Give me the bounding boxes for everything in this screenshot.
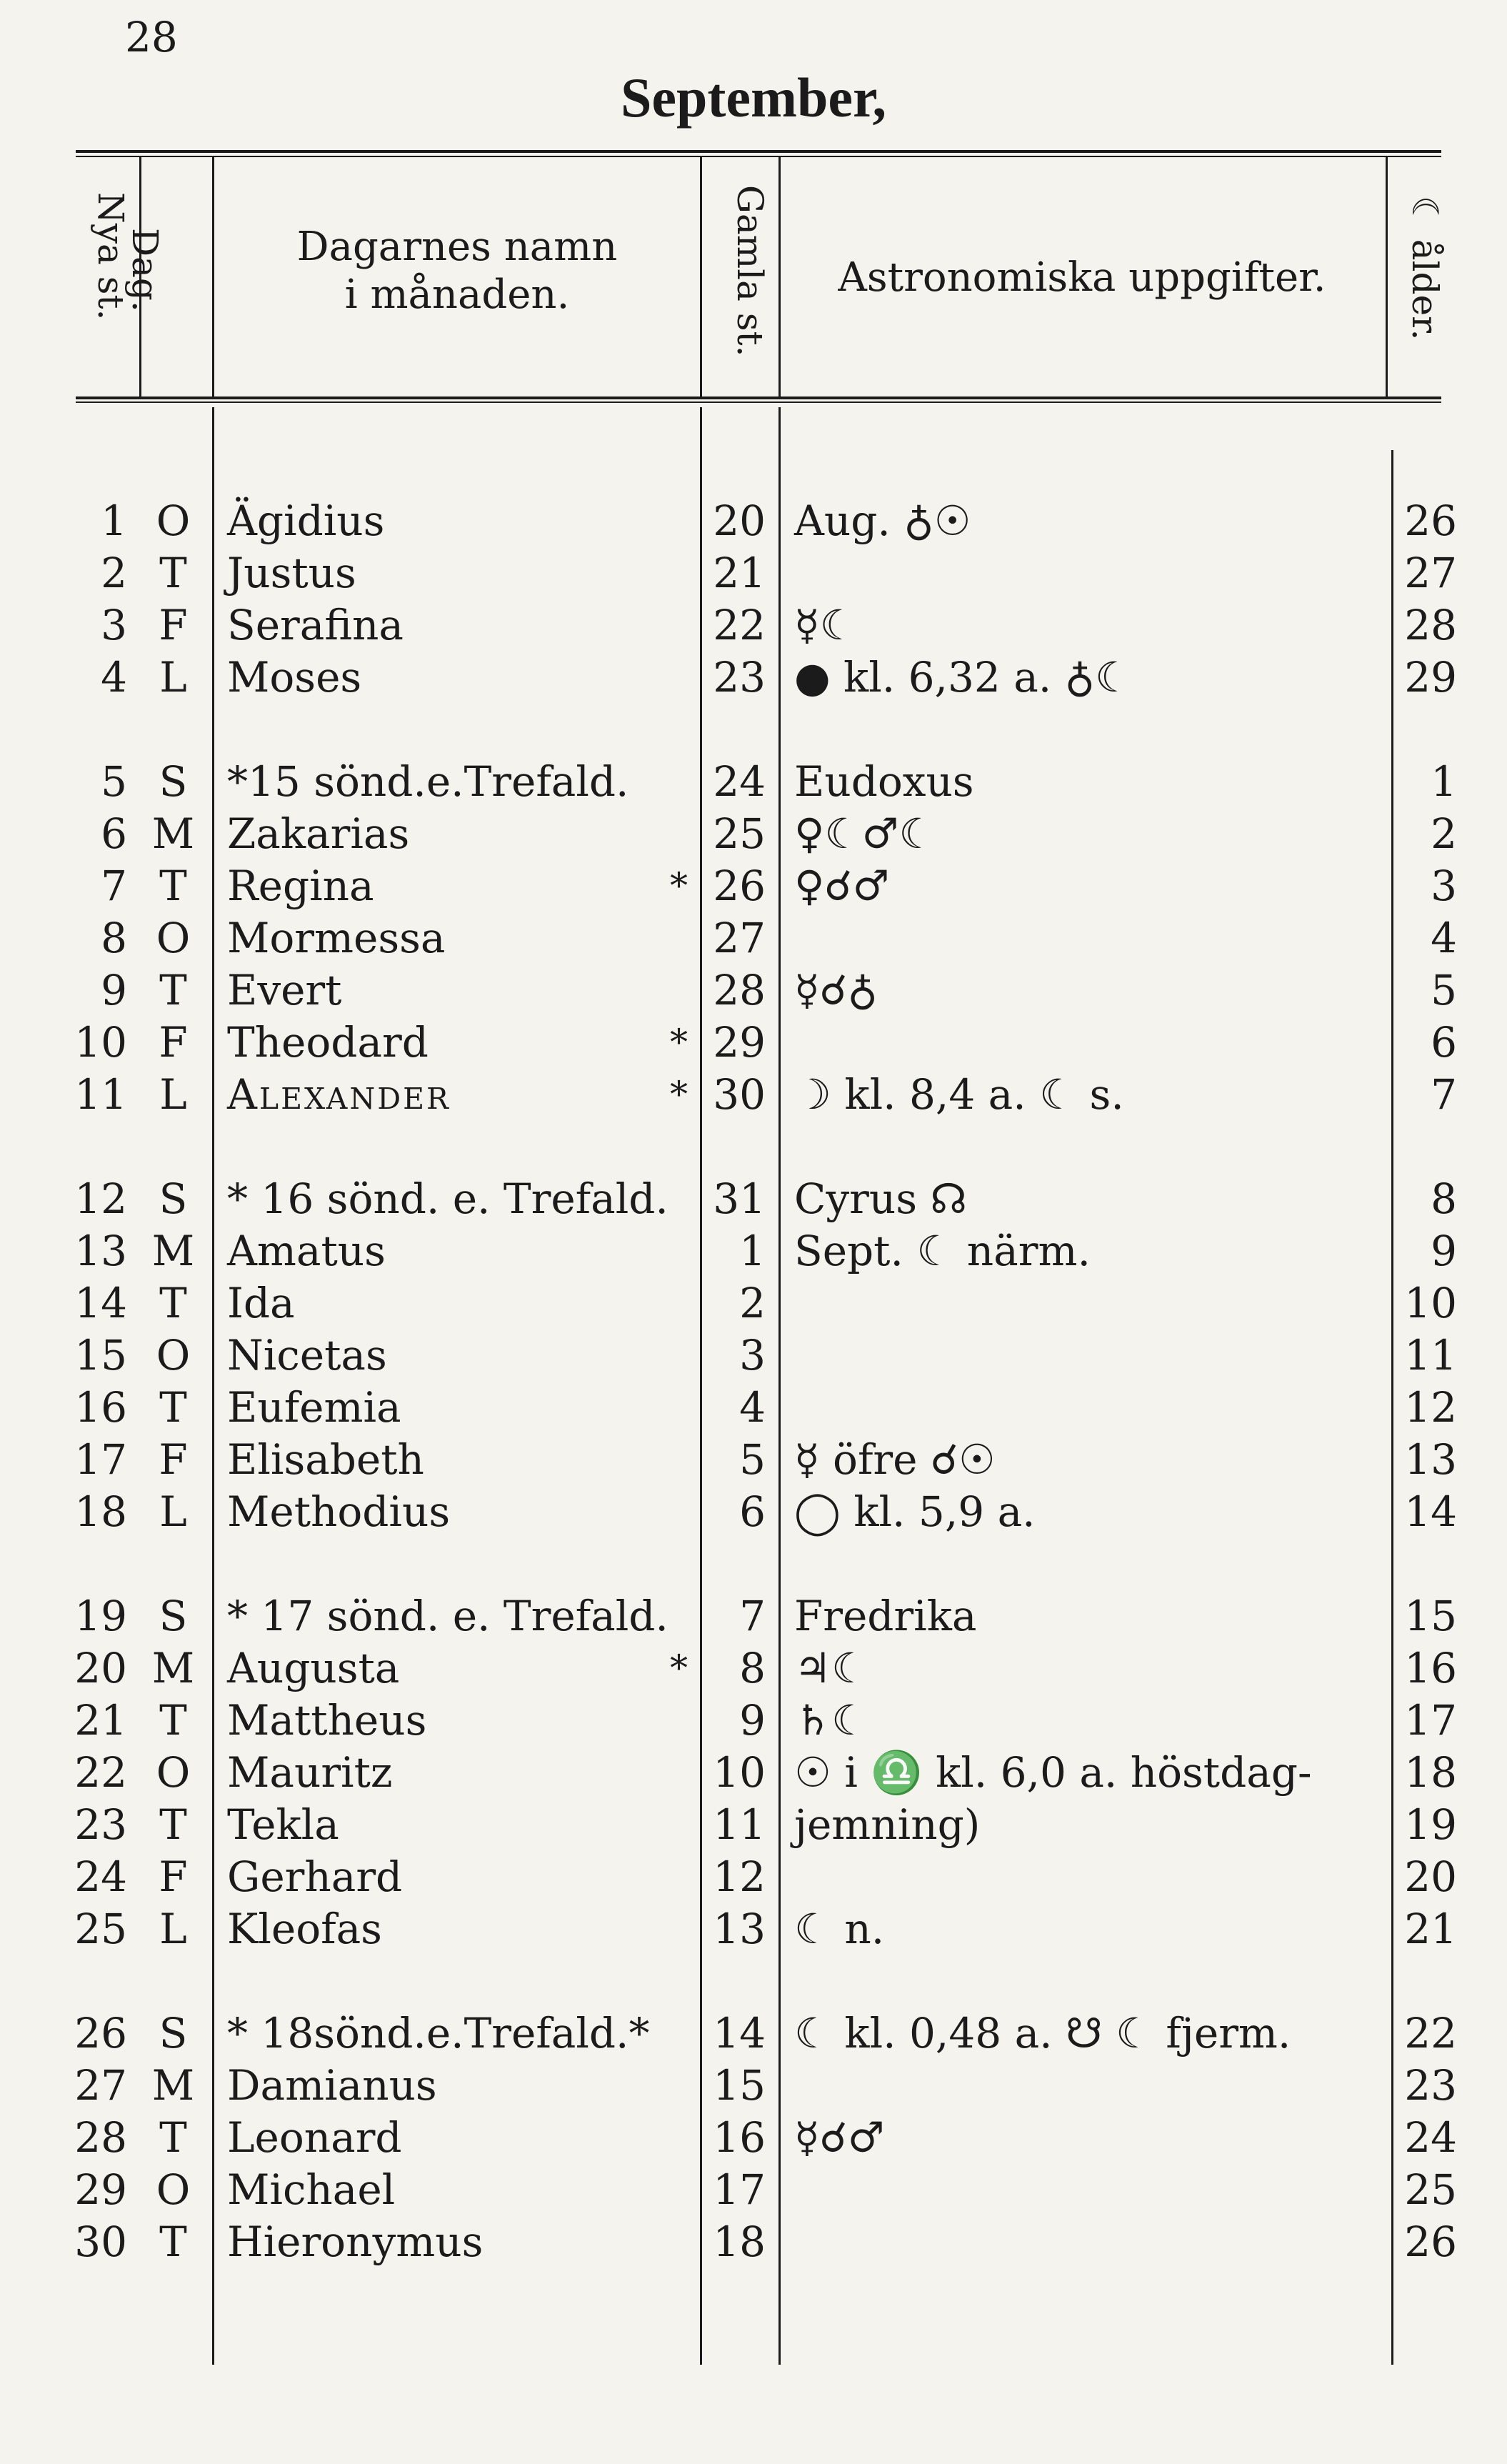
dag-cell: T	[159, 1696, 187, 1745]
day-name-cell: *15 sönd.e.Trefald.	[227, 757, 629, 806]
body-sep-2	[700, 407, 702, 2365]
astro-cell: ☿ öfre ☌☉	[794, 1435, 996, 1484]
nya-st-cell: 16	[74, 1383, 127, 1432]
day-name-cell: Ägidius	[227, 497, 385, 545]
dag-cell: S	[159, 757, 188, 806]
dag-cell: S	[159, 1592, 188, 1640]
day-name-cell: Evert	[227, 966, 342, 1014]
dag-cell: M	[151, 809, 195, 858]
moon-age-cell: 28	[1404, 601, 1457, 649]
header-nya-st: Nya st.	[90, 192, 131, 321]
top-rule	[76, 150, 1441, 153]
astro-cell: Eudoxus	[794, 757, 974, 806]
dag-cell: M	[151, 2061, 195, 2110]
gamla-st-cell: 26	[713, 862, 766, 910]
nya-st-cell: 30	[74, 2218, 127, 2266]
astro-cell: ♃☾	[794, 1644, 868, 1692]
star-marker: *	[670, 865, 688, 907]
astro-cell: Fredrika	[794, 1592, 977, 1640]
nya-st-cell: 25	[74, 1905, 127, 1953]
moon-age-cell: 29	[1404, 653, 1457, 702]
gamla-st-cell: 23	[713, 653, 766, 702]
page-title: September,	[621, 66, 886, 129]
gamla-st-cell: 25	[713, 809, 766, 858]
body-sep-1	[212, 407, 214, 2365]
moon-age-cell: 18	[1404, 1748, 1457, 1797]
astro-cell: ◯ kl. 5,9 a.	[794, 1487, 1036, 1536]
day-name-cell: Mauritz	[227, 1748, 393, 1797]
dag-cell: O	[156, 2165, 191, 2214]
astro-cell: ♄☾	[794, 1696, 868, 1745]
nya-st-cell: 28	[74, 2113, 127, 2162]
dag-cell: S	[159, 2009, 188, 2058]
dag-cell: M	[151, 1644, 195, 1692]
day-name-cell: Justus	[227, 549, 356, 597]
gamla-st-cell: 24	[713, 757, 766, 806]
gamla-st-cell: 8	[739, 1644, 766, 1692]
star-marker: *	[670, 1074, 688, 1115]
moon-age-cell: 27	[1404, 549, 1457, 597]
moon-age-cell: 10	[1404, 1279, 1457, 1327]
day-name-cell: Ida	[227, 1279, 295, 1327]
moon-age-cell: 19	[1404, 1800, 1457, 1849]
gamla-st-cell: 30	[713, 1070, 766, 1119]
nya-st-cell: 13	[74, 1227, 127, 1275]
moon-age-cell: 5	[1431, 966, 1457, 1014]
day-name-cell: Gerhard	[227, 1852, 403, 1901]
day-name-cell: Kleofas	[227, 1905, 382, 1953]
astro-cell: Cyrus ☊	[794, 1174, 967, 1223]
day-name-cell: Eufemia	[227, 1383, 401, 1432]
nya-st-cell: 4	[101, 653, 127, 702]
page-number: 28	[125, 13, 178, 61]
gamla-st-cell: 21	[713, 549, 766, 597]
dag-cell: T	[159, 2113, 187, 2162]
day-name-cell: Regina	[227, 862, 374, 910]
astro-cell: ☾ kl. 0,48 a. ☋ ☾ fjerm.	[794, 2009, 1291, 2058]
dag-cell: F	[159, 1435, 188, 1484]
moon-age-cell: 26	[1404, 2218, 1457, 2266]
astro-cell: ☿☌♁	[794, 966, 878, 1014]
astro-cell: ☉ i ♎ kl. 6,0 a. höstdag-	[794, 1748, 1312, 1797]
body-sep-4	[1391, 450, 1393, 2365]
nya-st-cell: 11	[74, 1070, 127, 1119]
gamla-st-cell: 11	[713, 1800, 766, 1849]
day-name-cell: Michael	[227, 2165, 396, 2214]
day-name-cell: Mormessa	[227, 914, 446, 962]
dag-cell: T	[159, 862, 187, 910]
day-name-cell: Leonard	[227, 2113, 402, 2162]
nya-st-cell: 17	[74, 1435, 127, 1484]
hdr-sep-4	[778, 157, 781, 396]
dag-cell: F	[159, 1018, 188, 1067]
moon-age-cell: 23	[1404, 2061, 1457, 2110]
gamla-st-cell: 20	[713, 497, 766, 545]
nya-st-cell: 23	[74, 1800, 127, 1849]
day-name-cell: Alexander	[227, 1070, 451, 1119]
astro-cell: ● kl. 6,32 a. ♁☾	[794, 653, 1133, 702]
day-name-cell: Mattheus	[227, 1696, 427, 1745]
moon-age-cell: 24	[1404, 2113, 1457, 2162]
astro-cell: ☿☾	[794, 601, 857, 649]
nya-st-cell: 8	[101, 914, 127, 962]
gamla-st-cell: 2	[739, 1279, 766, 1327]
astro-cell: ☾ n.	[794, 1905, 885, 1953]
header-dagarnes-namn-line2: i månaden.	[344, 271, 570, 319]
nya-st-cell: 14	[74, 1279, 127, 1327]
gamla-st-cell: 13	[713, 1905, 766, 1953]
day-name-cell: * 16 sönd. e. Trefald.	[227, 1174, 669, 1223]
nya-st-cell: 10	[74, 1018, 127, 1067]
day-name-cell: Elisabeth	[227, 1435, 424, 1484]
astro-cell: ☿☌♂	[794, 2113, 885, 2162]
header-dagarnes-namn-line1: Dagarnes namn	[296, 224, 618, 270]
moon-age-cell: 2	[1431, 809, 1457, 858]
moon-age-cell: 13	[1404, 1435, 1457, 1484]
moon-age-cell: 3	[1431, 862, 1457, 910]
gamla-st-cell: 4	[739, 1383, 766, 1432]
moon-age-cell: 7	[1431, 1070, 1457, 1119]
nya-st-cell: 20	[74, 1644, 127, 1692]
astro-cell: ☽ kl. 8,4 a. ☾ s.	[794, 1070, 1124, 1119]
hdr-sep-3	[700, 157, 702, 396]
moon-age-cell: 21	[1404, 1905, 1457, 1953]
gamla-st-cell: 1	[739, 1227, 766, 1275]
moon-age-cell: 12	[1404, 1383, 1457, 1432]
nya-st-cell: 26	[74, 2009, 127, 2058]
moon-age-cell: 1	[1431, 757, 1457, 806]
nya-st-cell: 5	[101, 757, 127, 806]
nya-st-cell: 21	[74, 1696, 127, 1745]
gamla-st-cell: 17	[713, 2165, 766, 2214]
moon-age-cell: 17	[1404, 1696, 1457, 1745]
dag-cell: L	[159, 1070, 187, 1119]
moon-age-cell: 11	[1404, 1331, 1457, 1380]
gamla-st-cell: 3	[739, 1331, 766, 1380]
day-name-cell: Moses	[227, 653, 362, 702]
day-name-cell: Zakarias	[227, 809, 410, 858]
day-name-cell: * 18sönd.e.Trefald.*	[227, 2009, 650, 2058]
nya-st-cell: 2	[101, 549, 127, 597]
body-sep-3	[778, 407, 781, 2365]
nya-st-cell: 27	[74, 2061, 127, 2110]
nya-st-cell: 6	[101, 809, 127, 858]
gamla-st-cell: 31	[713, 1174, 766, 1223]
gamla-st-cell: 16	[713, 2113, 766, 2162]
moon-age-cell: 26	[1404, 497, 1457, 545]
dag-cell: F	[159, 1852, 188, 1901]
nya-st-cell: 7	[101, 862, 127, 910]
astro-cell: Aug. ♁☉	[794, 497, 971, 545]
moon-age-cell: 25	[1404, 2165, 1457, 2214]
gamla-st-cell: 27	[713, 914, 766, 962]
day-name-cell: Serafina	[227, 601, 404, 649]
gamla-st-cell: 18	[713, 2218, 766, 2266]
dag-cell: T	[159, 1800, 187, 1849]
gamla-st-cell: 22	[713, 601, 766, 649]
day-name-cell: Methodius	[227, 1487, 451, 1536]
moon-age-cell: 14	[1404, 1487, 1457, 1536]
dag-cell: L	[159, 653, 187, 702]
day-name-cell: Tekla	[227, 1800, 339, 1849]
hdr-sep-5	[1386, 157, 1388, 396]
astro-cell: ♀☌♂	[794, 862, 890, 910]
nya-st-cell: 12	[74, 1174, 127, 1223]
nya-st-cell: 29	[74, 2165, 127, 2214]
day-name-cell: * 17 sönd. e. Trefald.	[227, 1592, 669, 1640]
gamla-st-cell: 9	[739, 1696, 766, 1745]
moon-age-cell: 6	[1431, 1018, 1457, 1067]
gamla-st-cell: 14	[713, 2009, 766, 2058]
dag-cell: T	[159, 2218, 187, 2266]
gamla-st-cell: 15	[713, 2061, 766, 2110]
moon-age-cell: 15	[1404, 1592, 1457, 1640]
day-name-cell: Augusta	[227, 1644, 400, 1692]
nya-st-cell: 9	[101, 966, 127, 1014]
gamla-st-cell: 6	[739, 1487, 766, 1536]
dag-cell: T	[159, 1383, 187, 1432]
gamla-st-cell: 5	[739, 1435, 766, 1484]
header-dagarnes-namn	[214, 223, 700, 319]
nya-st-cell: 15	[74, 1331, 127, 1380]
header-rule-thin	[76, 401, 1441, 403]
astro-cell: Sept. ☾ närm.	[794, 1227, 1091, 1275]
gamla-st-cell: 29	[713, 1018, 766, 1067]
astro-cell: jemning)	[794, 1800, 981, 1849]
nya-st-cell: 1	[101, 497, 127, 545]
dag-cell: O	[156, 1748, 191, 1797]
dag-cell: F	[159, 601, 188, 649]
star-marker: *	[670, 1022, 688, 1063]
header-astro: Astronomiska uppgifter.	[838, 254, 1326, 301]
moon-age-cell: 9	[1431, 1227, 1457, 1275]
nya-st-cell: 3	[101, 601, 127, 649]
moon-age-cell: 22	[1404, 2009, 1457, 2058]
moon-age-cell: 4	[1431, 914, 1457, 962]
astro-cell: ♀☾♂☾	[794, 809, 936, 858]
dag-cell: L	[159, 1905, 187, 1953]
nya-st-cell: 18	[74, 1487, 127, 1536]
header-alder: ☾ ålder.	[1404, 196, 1446, 341]
dag-cell: T	[159, 966, 187, 1014]
dag-cell: O	[156, 914, 191, 962]
gamla-st-cell: 10	[713, 1748, 766, 1797]
star-marker: *	[670, 1647, 688, 1689]
nya-st-cell: 24	[74, 1852, 127, 1901]
dag-cell: T	[159, 549, 187, 597]
day-name-cell: Theodard	[227, 1018, 429, 1067]
dag-cell: L	[159, 1487, 187, 1536]
moon-age-cell: 8	[1431, 1174, 1457, 1223]
header-dag: Dag.	[124, 228, 166, 312]
header-gamla-st: Gamla st.	[729, 185, 771, 357]
dag-cell: T	[159, 1279, 187, 1327]
dag-cell: O	[156, 497, 191, 545]
dag-cell: O	[156, 1331, 191, 1380]
day-name-cell: Nicetas	[227, 1331, 387, 1380]
moon-age-cell: 16	[1404, 1644, 1457, 1692]
moon-age-cell: 20	[1404, 1852, 1457, 1901]
gamla-st-cell: 12	[713, 1852, 766, 1901]
nya-st-cell: 19	[74, 1592, 127, 1640]
day-name-cell: Damianus	[227, 2061, 437, 2110]
gamla-st-cell: 7	[739, 1592, 766, 1640]
top-rule-thin	[76, 156, 1441, 157]
gamla-st-cell: 28	[713, 966, 766, 1014]
dag-cell: S	[159, 1174, 188, 1223]
header-rule	[76, 396, 1441, 399]
day-name-cell: Amatus	[227, 1227, 386, 1275]
nya-st-cell: 22	[74, 1748, 127, 1797]
dag-cell: M	[151, 1227, 195, 1275]
day-name-cell: Hieronymus	[227, 2218, 484, 2266]
